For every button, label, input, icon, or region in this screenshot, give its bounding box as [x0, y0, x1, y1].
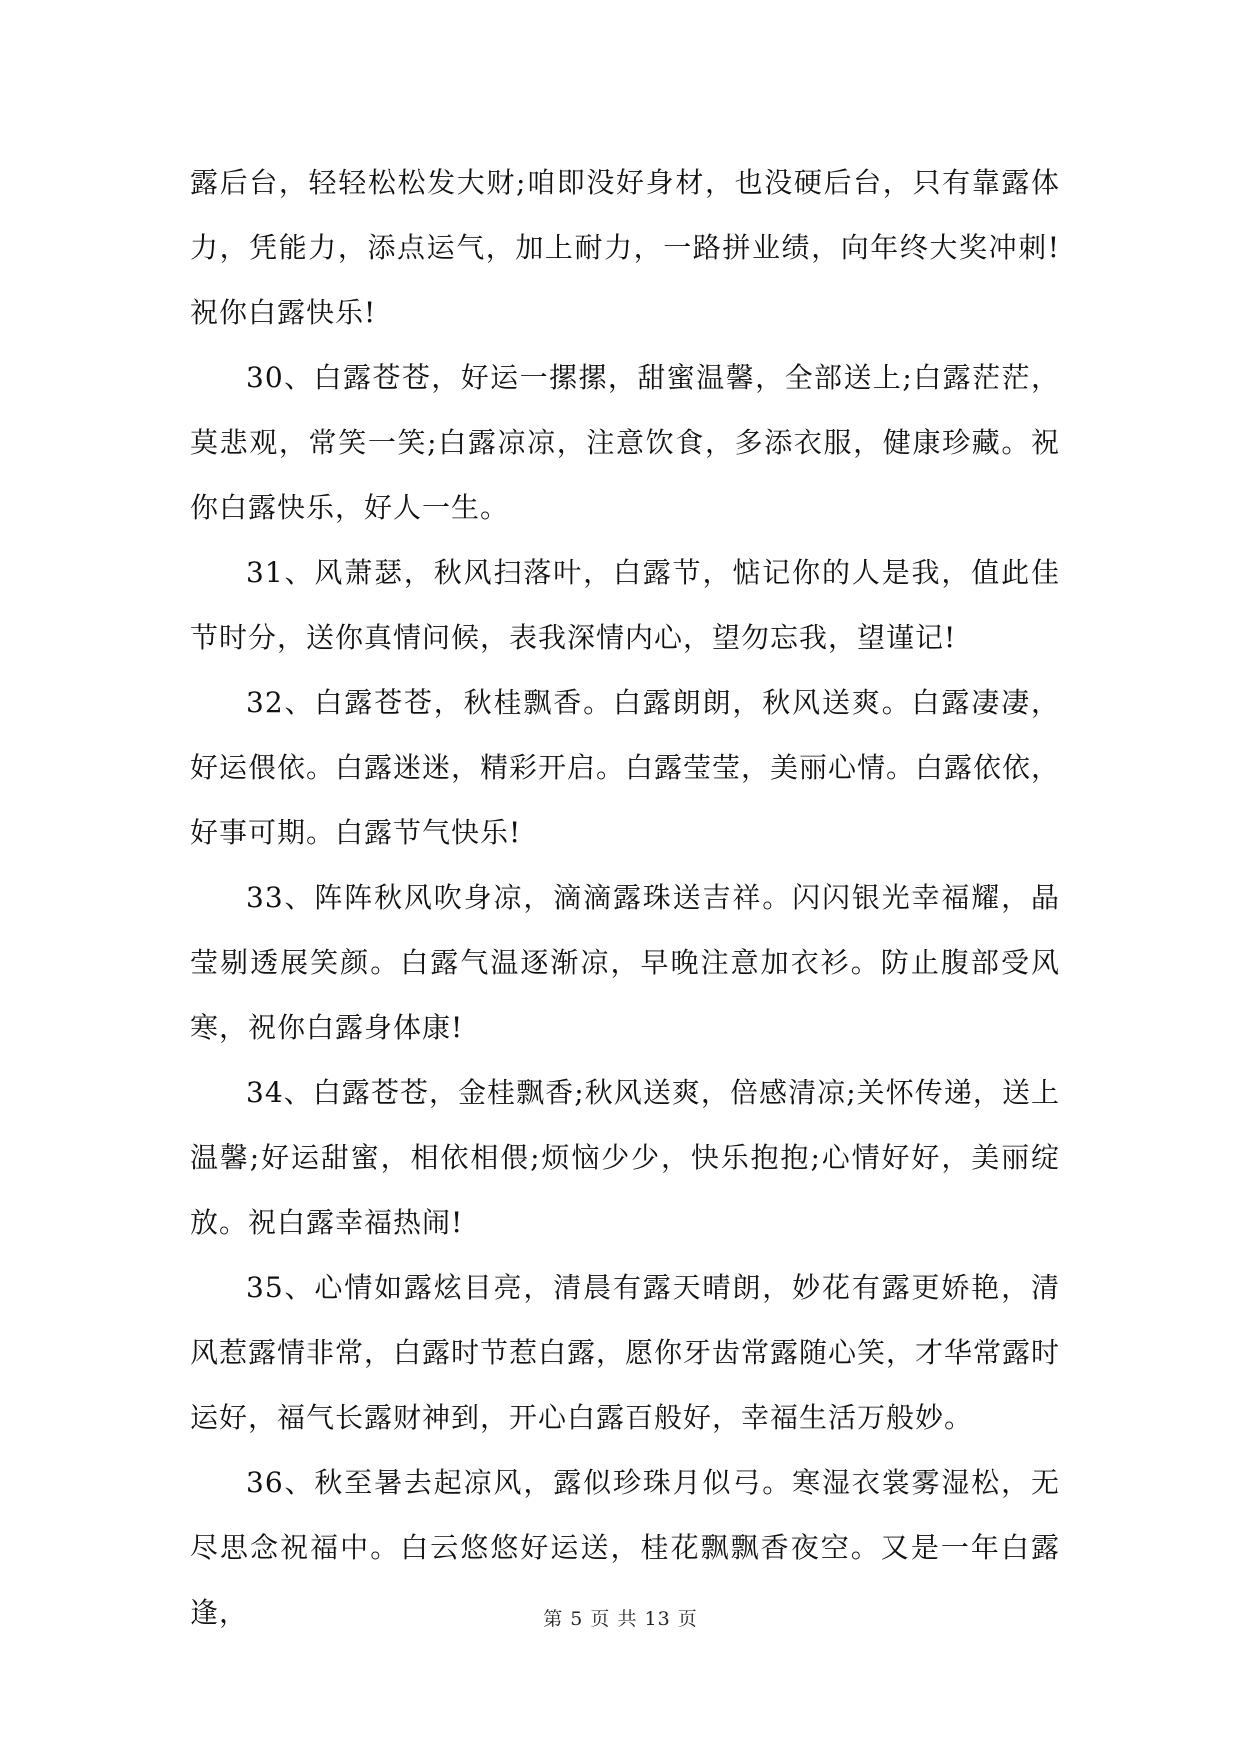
paragraph: 34、白露苍苍，金桂飘香;秋风送爽，倍感清凉;关怀传递，送上温馨;好运甜蜜，相依相偎;烦恼少少，快乐抱抱;心情好好，美丽绽放。祝白露幸福热闹! [190, 1076, 1060, 1239]
paragraph: 35、心情如露炫目亮，清晨有露天晴朗，妙花有露更娇艳，清风惹露情非常，白露时节惹白露，愿你牙齿常露随心笑，才华常露时运好，福气长露财神到，开心白露百般好，幸福生活万般妙。 [190, 1271, 1061, 1434]
page-number-footer: 第 5 页 共 13 页 [543, 1608, 698, 1630]
paragraph: 32、白露苍苍，秋桂飘香。白露朗朗，秋风送爽。白露凄凄，好运偎依。白露迷迷，精彩开启。白露莹莹，美丽心情。白露依依，好事可期。白露节气快乐! [190, 686, 1061, 849]
paragraph: 30、白露苍苍，好运一摞摞，甜蜜温馨，全部送上;白露茫茫，莫悲观，常笑一笑;白露凉凉，注意饮食，多添衣服，健康珍藏。祝你白露快乐，好人一生。 [190, 361, 1060, 524]
paragraph: 露后台，轻轻松松发大财;咱即没好身材，也没硬后台，只有靠露体力，凭能力，添点运气，加上耐力，一路拼业绩，向年终大奖冲刺!祝你白露快乐! [190, 166, 1060, 329]
document-body [190, 150, 1060, 1645]
paragraph: 36、秋至暑去起凉风，露似珍珠月似弓。寒湿衣裳雾湿松，无尽思念祝福中。白云悠悠好运送，桂花飘飘香夜空。又是一年白露逢， [190, 1466, 1060, 1629]
paragraph: 33、阵阵秋风吹身凉，滴滴露珠送吉祥。闪闪银光幸福耀，晶莹剔透展笑颜。白露气温逐渐凉，早晚注意加衣衫。防止腹部受风寒，祝你白露身体康! [190, 881, 1060, 1044]
paragraph: 31、风萧瑟，秋风扫落叶，白露节，惦记你的人是我，值此佳节时分，送你真情问候，表我深情内心，望勿忘我，望谨记! [190, 556, 1060, 654]
